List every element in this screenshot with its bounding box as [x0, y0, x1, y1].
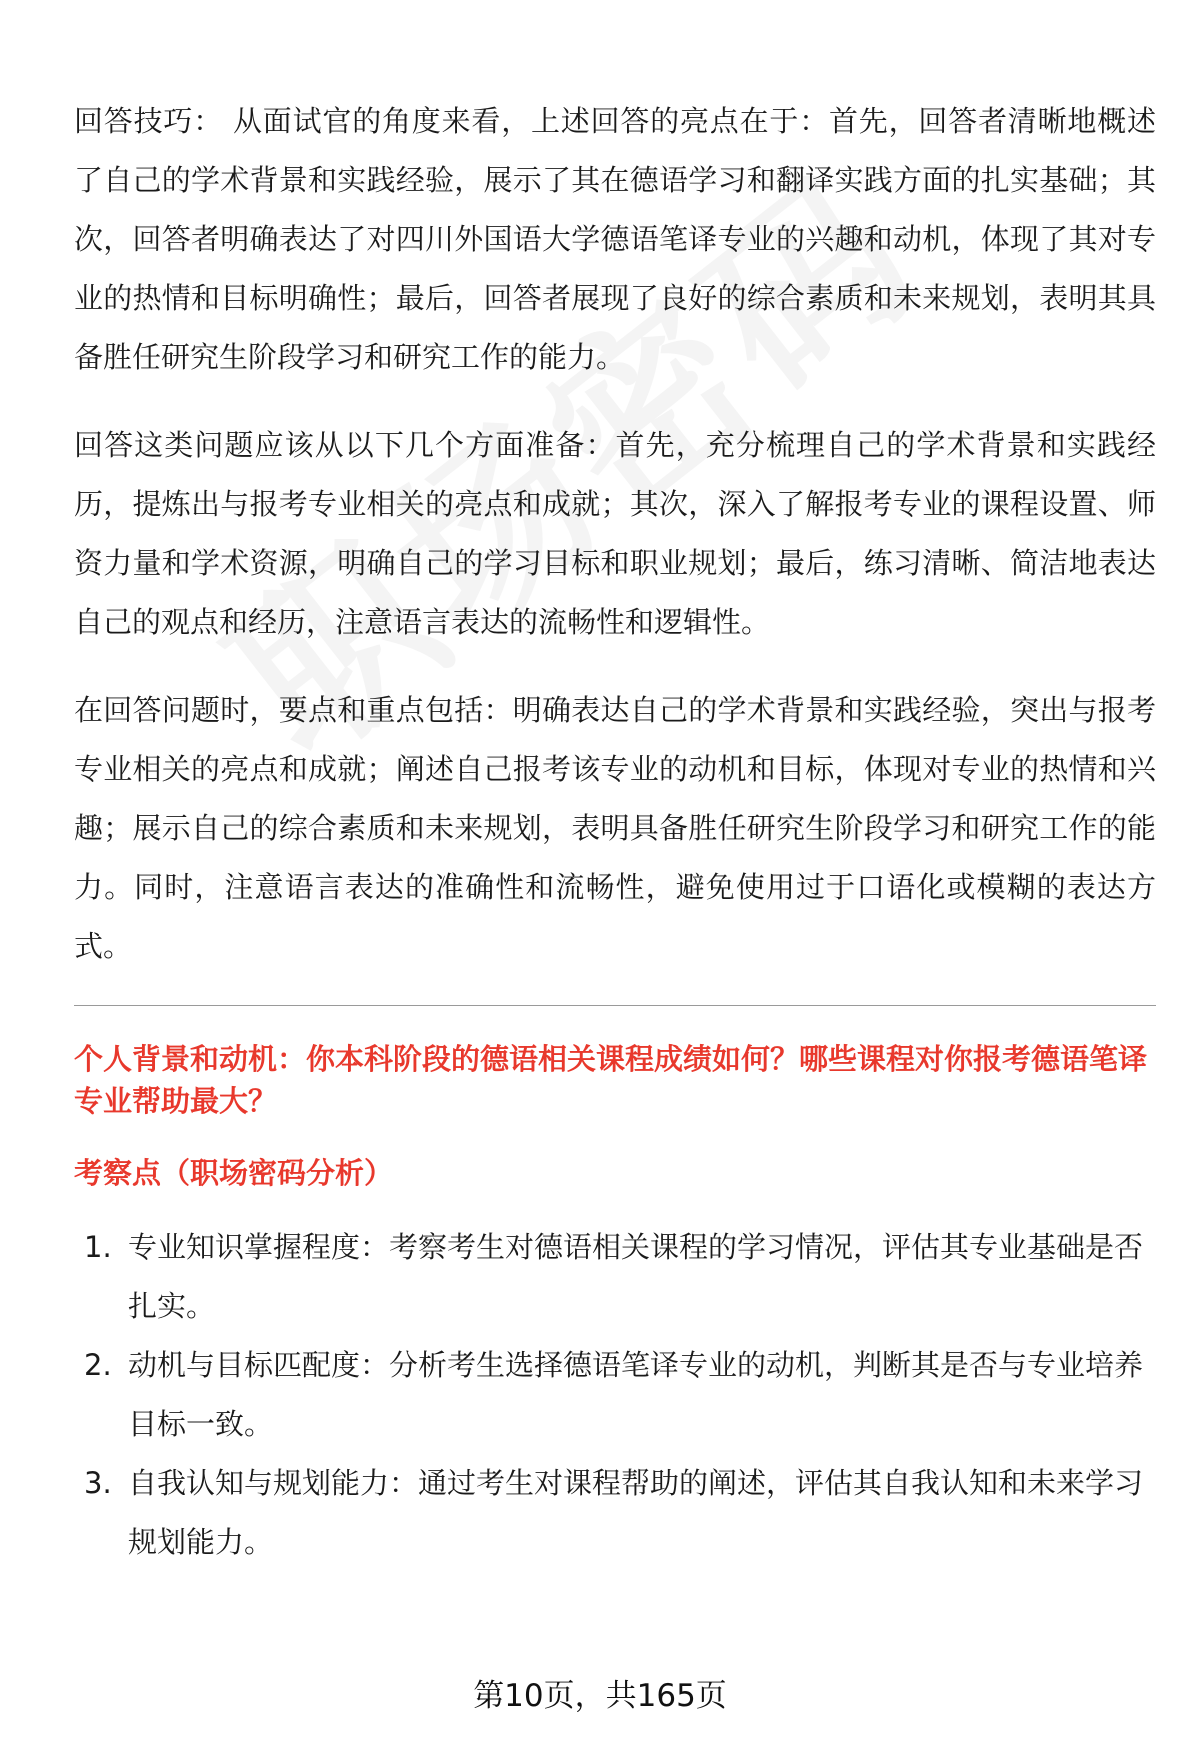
list-item-number: 1. — [84, 1230, 112, 1264]
list-item-text: 专业知识掌握程度：考察考生对德语相关课程的学习情况，评估其专业基础是否扎实。 — [128, 1230, 1144, 1323]
page-footer: 第10页，共165页 — [473, 1678, 727, 1714]
list-item — [74, 1218, 1156, 1336]
paragraph-preparation: 回答这类问题应该从以下几个方面准备：首先，充分梳理自己的学术背景和实践经历，提炼出与报考专业相关的亮点和成就；其次，深入了解报考专业的课程设置、师资力量和学术资源，明确自己的学习目标和职业规划；最后，练习清晰、简洁地表达自己的观点和经历，注意语言表达的流畅性和逻辑性。 — [74, 428, 1156, 639]
subheading-assessment-points: 考察点（职场密码分析） — [74, 1156, 394, 1190]
list-item-text: 自我认知与规划能力：通过考生对课程帮助的阐述，评估其自我认知和未来学习规划能力。 — [128, 1466, 1144, 1559]
list-item — [74, 1454, 1156, 1572]
list-item-number: 2. — [84, 1348, 112, 1382]
list-item-number: 3. — [84, 1466, 112, 1500]
paragraph-key-points: 在回答问题时，要点和重点包括：明确表达自己的学术背景和实践经验，突出与报考专业相关的亮点和成就；阐述自己报考该专业的动机和目标，体现对专业的热情和兴趣；展示自己的综合素质和未来规划，表明具备胜任研究生阶段学习和研究工作的能力。同时，注意语言表达的准确性和流畅性，避免使用过于口语化或模糊的表达方式。 — [74, 693, 1156, 963]
section-divider — [74, 1005, 1156, 1006]
list-item-text: 动机与目标匹配度：分析考生选择德语笔译专业的动机，判断其是否与专业培养目标一致。 — [128, 1348, 1144, 1441]
question-heading: 个人背景和动机：你本科阶段的德语相关课程成绩如何？哪些课程对你报考德语笔译专业帮助最大？ — [74, 1042, 1148, 1118]
paragraph-answer-tips: 回答技巧： 从面试官的角度来看，上述回答的亮点在于：首先，回答者清晰地概述了自己的学术背景和实践经验，展示了其在德语学习和翻译实践方面的扎实基础；其次，回答者明确表达了对四川外国语大学德语笔译专业的兴趣和动机，体现了其对专业的热情和目标明确性；最后，回答者展现了良好的综合素质和未来规划，表明其具备胜任研究生阶段学习和研究工作的能力。 — [74, 104, 1156, 374]
assessment-list — [74, 1218, 1156, 1572]
document-page — [74, 92, 1156, 1572]
list-item — [74, 1336, 1156, 1454]
